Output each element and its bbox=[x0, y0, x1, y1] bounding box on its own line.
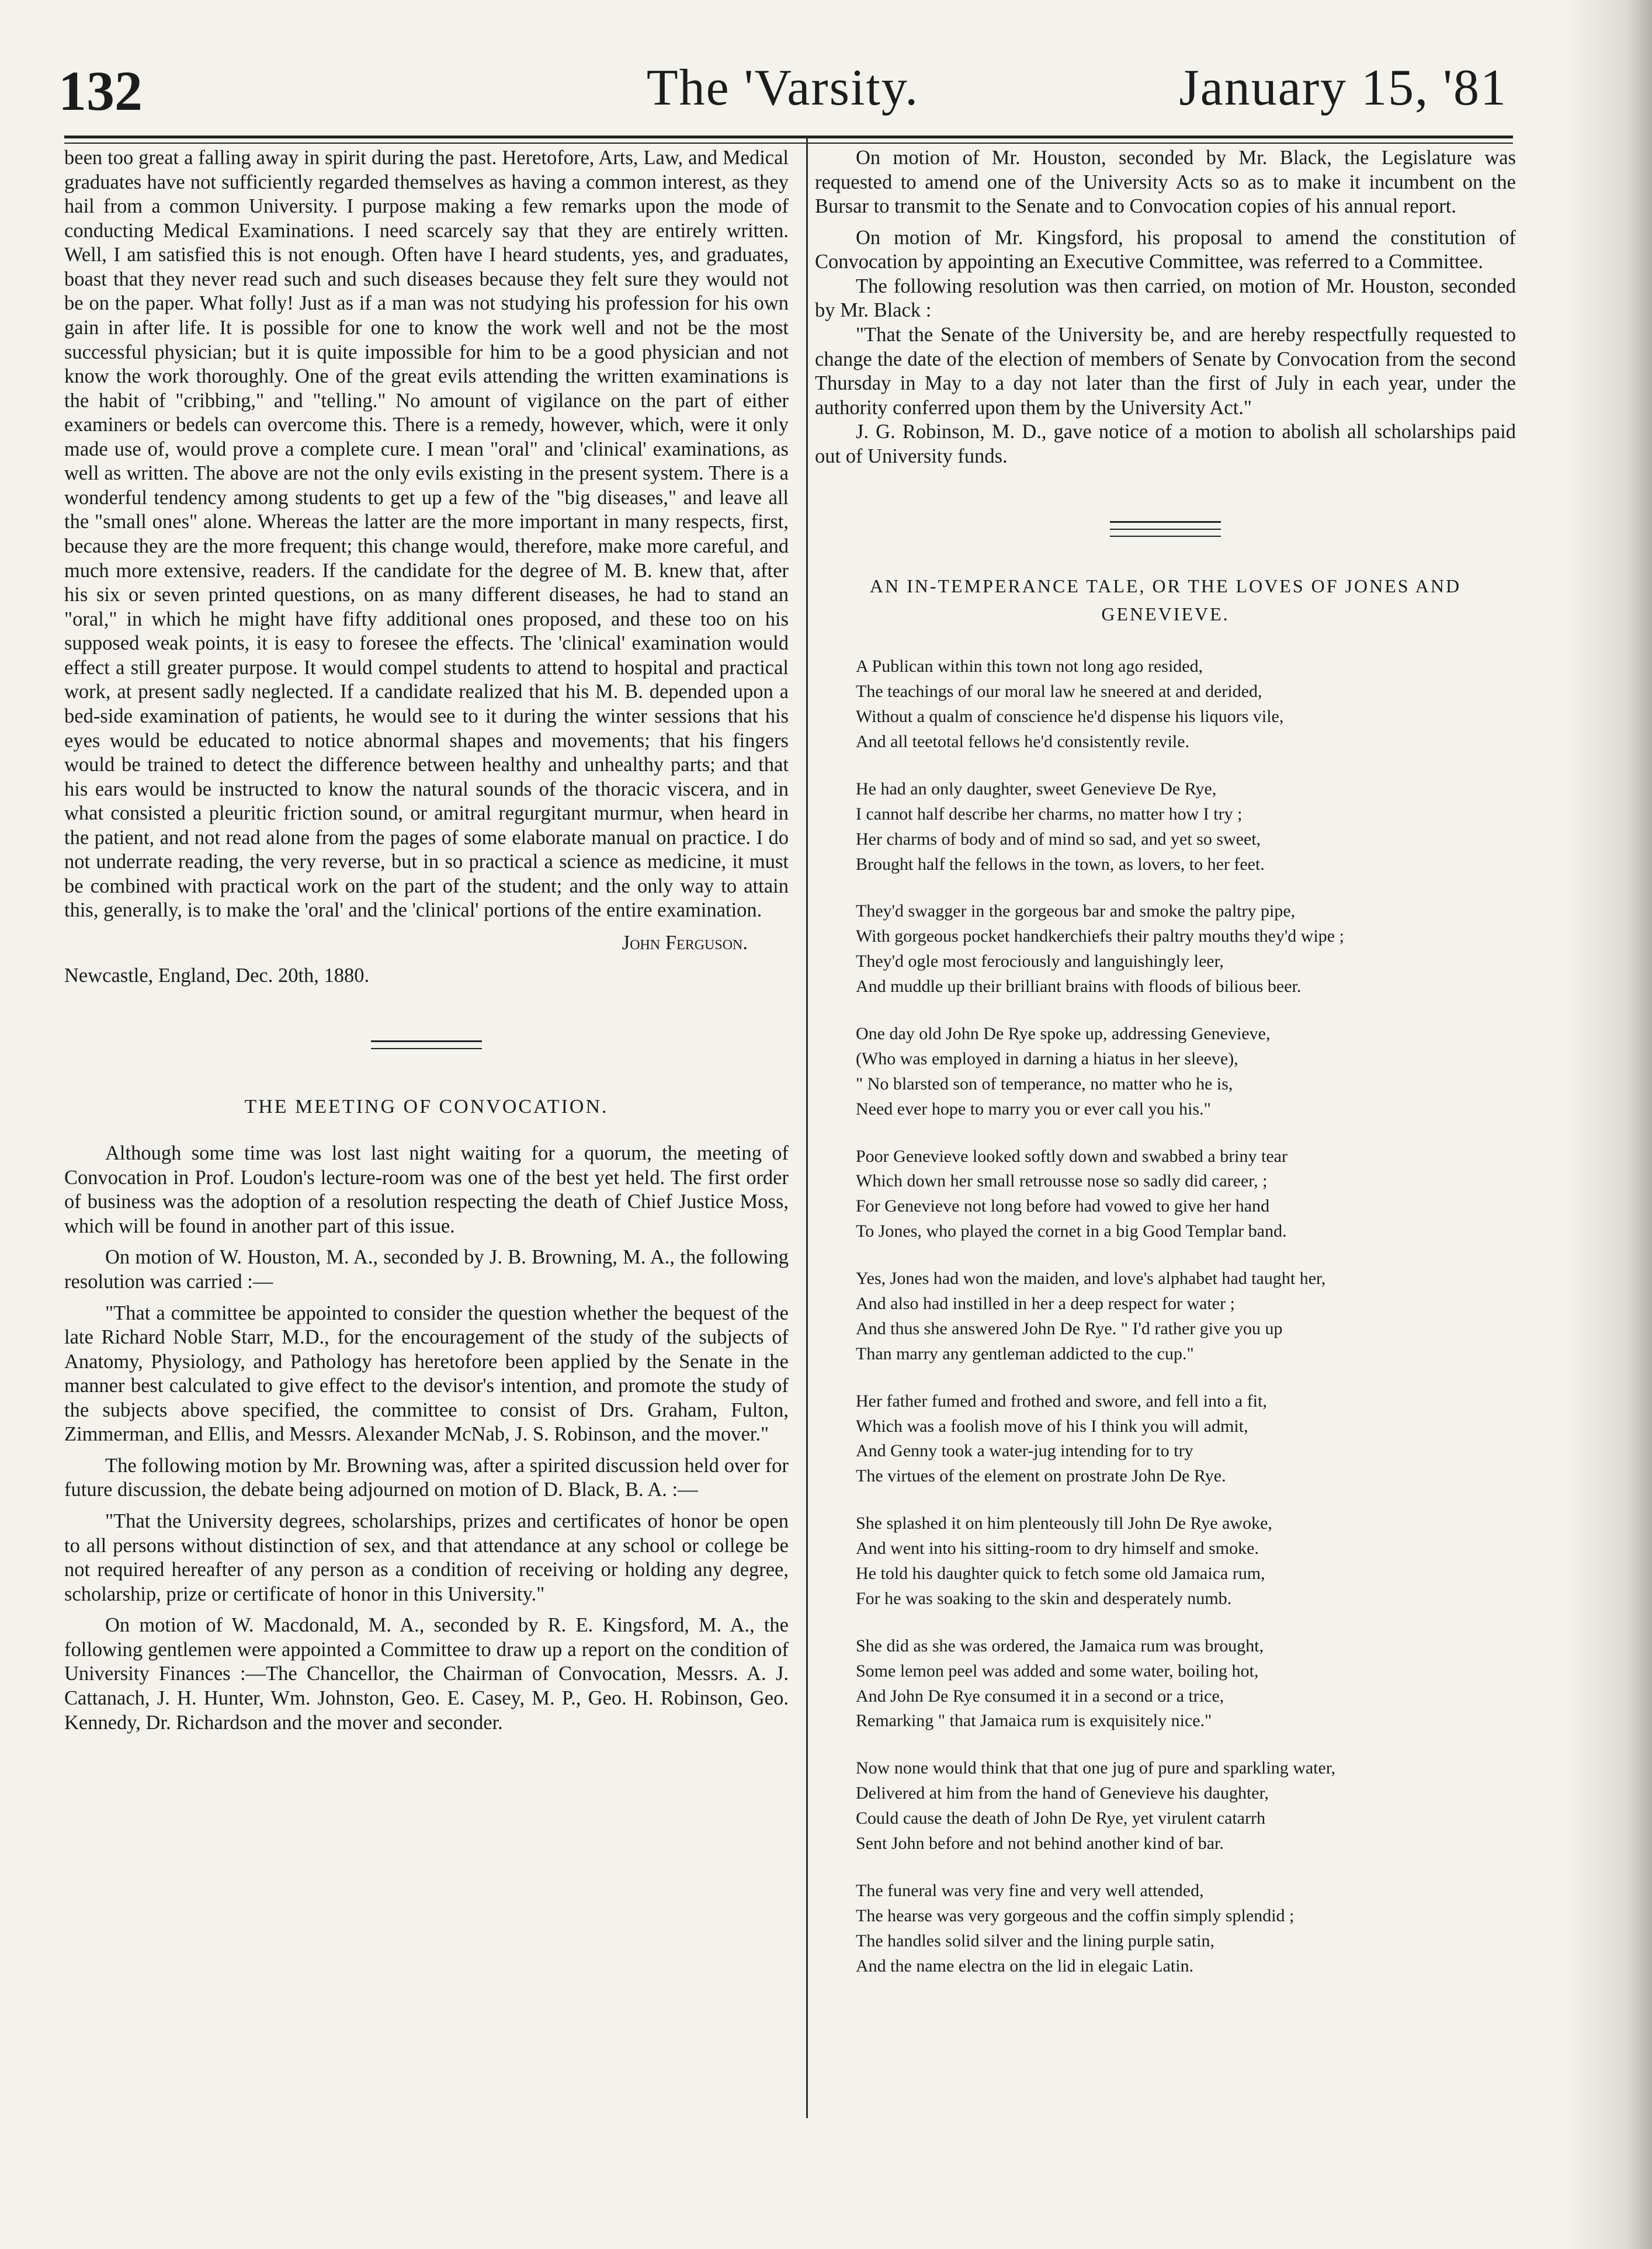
poem-line: Remarking " that Jamaica rum is exquisitely nice." bbox=[856, 1711, 1212, 1731]
poem-body bbox=[856, 654, 1516, 1979]
poem-line: They'd ogle most ferociously and languishingly leer, bbox=[856, 952, 1224, 971]
section-ornament bbox=[1110, 521, 1221, 537]
poem-line: A Publican within this town not long ago resided, bbox=[856, 657, 1203, 676]
poem-line: And thus she answered John De Rye. " I'd rather give you up bbox=[856, 1318, 1283, 1338]
poem-stanza bbox=[856, 1879, 1516, 1979]
section-title: THE MEETING OF CONVOCATION. bbox=[244, 1096, 609, 1118]
poem-line: Poor Genevieve looked softly down and swabbed a briny tear bbox=[856, 1146, 1287, 1166]
poem-line: Now none would think that that one jug of pure and sparkling water, bbox=[856, 1758, 1336, 1778]
page-number: 132 bbox=[58, 60, 143, 122]
poem-line: And also had instilled in her a deep respect for water ; bbox=[856, 1294, 1235, 1314]
poem-line: Her charms of body and of mind so sad, and yet so sweet, bbox=[856, 829, 1261, 849]
resolution-quote: "That the Senate of the University be, and are hereby respectfully requested to change the date of the election of members of Senate by Convocation from the second Thursday in May to a day not later than the first of July in each year, under the authority conferred upon them by the University Act." bbox=[815, 323, 1516, 419]
poem-stanza bbox=[856, 899, 1516, 999]
poem-title-line: AN IN-TEMPERANCE TALE, OR THE LOVES OF JONES AND bbox=[869, 575, 1462, 597]
poem-stanza bbox=[856, 1511, 1516, 1612]
poem-line: Need ever hope to marry you or ever call you his." bbox=[856, 1099, 1211, 1119]
poem-line: Sent John before and not behind another kind of bar. bbox=[856, 1834, 1224, 1854]
poem-stanza bbox=[856, 1389, 1516, 1490]
poem-line: For Genevieve not long before had vowed to give her hand bbox=[856, 1196, 1270, 1216]
poem-line: To Jones, who played the cornet in a big Good Templar band. bbox=[856, 1221, 1287, 1241]
poem-line: The hearse was very gorgeous and the coffin simply splendid ; bbox=[856, 1906, 1294, 1925]
article-paragraph: The following motion by Mr. Browning was, after a spirited discussion held over for future discussion, the debate being adjourned on motion of D. Black, B. A. :— bbox=[64, 1454, 789, 1501]
poem-line: The funeral was very fine and very well attended, bbox=[856, 1880, 1204, 1900]
header-rule-thin bbox=[64, 143, 1513, 144]
poem-line: And went into his sitting-room to dry himself and smoke. bbox=[856, 1539, 1259, 1559]
letter-paragraph: been too great a falling away in spirit during the past. Heretofore, Arts, Law, and Medical graduates have not sufficiently regarded themselves as having a common interest, as they hail from a common University. I purpose making a few remarks upon the mode of conducting Medical Examinations. I need scarcely say that they are entirely written. Well, I am satisfied this is not enough. Often have I heard students, yes, and graduates, boast that they never read such and such diseases because they felt sure they would not be on the paper. What folly! Just as if a man was not studying his profession for his own gain in after life. It is possible for one to know the work well and not be the most successful physician; but it is quite impossible for him to be a good physician and not know the work thoroughly. One of the great evils attending the written examinations is the habit of "cribbing," and "telling." No amount of vigilance on the part of either examiners or bedels can overcome this. There is a remedy, however, which, were it only made use of, would prove a complete cure. I mean "oral" and 'clinical' examinations, as well as written. The above are not the only evils existing in the present system. There is a wonderful tendency among students to get up a few of the "big diseases," and leave all the "small ones" alone. Whereas the latter are the more important in many respects, first, because they are the more frequent; this change would, therefore, make more careful, and much more extensive, readers. If the candidate for the degree of M. B. knew that, after his six or seven printed questions, on as many different diseases, he had to stand an "oral," in which he might have fifty additional ones proposed, and these too on his supposed weak points, it is easy to foresee the effects. The 'clinical' examination would effect a still greater purpose. It would compel students to attend to hospital and practical work, at present sadly neglected. If a candidate realized that his M. B. depended upon a bed-side examination of patients, he would see to it during the winter sessions that his eyes would be educated to notice abnormal shapes and movements; that his fingers would be trained to detect the difference between healthy and unhealthy parts; and that his ears would be instructed to know the natural sounds of the thoracic viscera, and in what consisted a pleuritic friction sound, or amitral regurgitant murmur, when heard in the patient, and not read alone from the pages of some elaborate manual on practice. I do not underrate reading, the very reverse, but in so practical a science as medicine, it must be combined with practical work on the part of the student; and the only way to attain this, generally, is to make the 'oral' and the 'clinical' portions of the entire examination. bbox=[64, 147, 789, 922]
poem-line: For he was soaking to the skin and desperately numb. bbox=[856, 1588, 1232, 1608]
poem-line: She splashed it on him plenteously till John De Rye awoke, bbox=[856, 1514, 1272, 1533]
poem-line: The virtues of the element on prostrate John De Rye. bbox=[856, 1466, 1226, 1486]
article-paragraph: Although some time was lost last night waiting for a quorum, the meeting of Convocation in Prof. Loudon's lecture-room was one of the best yet held. The first order of business was the adoption of a resolution respecting the death of Chief Justice Moss, which will be found in another part of this issue. bbox=[64, 1142, 789, 1237]
poem-title bbox=[838, 572, 1493, 628]
poem-line: They'd swagger in the gorgeous bar and smoke the paltry pipe, bbox=[856, 901, 1296, 921]
poem-stanza bbox=[856, 777, 1516, 877]
poem-line: I cannot half describe her charms, no matter how I try ; bbox=[856, 804, 1243, 824]
poem-line: With gorgeous pocket handkerchiefs their paltry mouths they'd wipe ; bbox=[856, 926, 1344, 946]
poem-line: And the name electra on the lid in elegaic Latin. bbox=[856, 1956, 1194, 1976]
poem-stanza bbox=[856, 1266, 1516, 1367]
poem-line: " No blarsted son of temperance, no matter who he is, bbox=[856, 1074, 1233, 1094]
poem-line: Could cause the death of John De Rye, yet virulent catarrh bbox=[856, 1809, 1266, 1828]
poem-line: And all teetotal fellows he'd consistently revile. bbox=[856, 731, 1190, 751]
poem-line: Delivered at him from the hand of Genevieve his daughter, bbox=[856, 1783, 1269, 1803]
poem-line: Which was a foolish move of his I think you will admit, bbox=[856, 1416, 1248, 1436]
poem-line: (Who was employed in darning a hiatus in her sleeve), bbox=[856, 1049, 1238, 1068]
resolution-quote: "That the University degrees, scholarships, prizes and certificates of honor be open to all persons without distinction of sex, and that attendance at any school or college be not required hereafter of any person as a condition of receiving or holding any degree, scholarship, prize or certificate of honor in this University." bbox=[64, 1510, 789, 1605]
publication-title: The 'Varsity. bbox=[646, 60, 919, 116]
article-paragraph: On motion of Mr. Kingsford, his proposal to amend the constitution of Convocation by appointing an Executive Committee, was referred to a Committee. bbox=[815, 226, 1516, 273]
poem-line: Without a qualm of conscience he'd dispense his liquors vile, bbox=[856, 707, 1284, 727]
resolution-quote: "That a committee be appointed to consider the question whether the bequest of the late Richard Noble Starr, M.D., for the encouragement of the study of the subjects of Anatomy, Physiology, and Pathology has heretofore been applied by the Senate in the manner best calculated to give effect to the devisor's intention, and promote the study of the subjects above specified, the committee to consist of Drs. Graham, Fulton, Zimmerman, and Ellis, and Messrs. Alexander McNab, J. S. Robinson, and the mover." bbox=[64, 1301, 789, 1446]
poem-stanza bbox=[856, 654, 1516, 755]
poem-line: One day old John De Rye spoke up, addressing Genevieve, bbox=[856, 1024, 1271, 1043]
poem-stanza bbox=[856, 1022, 1516, 1122]
header-rule bbox=[64, 136, 1513, 138]
masthead bbox=[58, 58, 1507, 129]
letter-signature: John Ferguson. bbox=[622, 932, 748, 954]
page-edge-shadow bbox=[1564, 0, 1652, 2249]
poem-stanza bbox=[856, 1634, 1516, 1734]
article-paragraph: On motion of W. Houston, M. A., seconded by J. B. Browning, M. A., the following resolution was carried :— bbox=[64, 1246, 789, 1293]
poem-stanza bbox=[856, 1756, 1516, 1856]
issue-date: January 15, '81 bbox=[1179, 60, 1507, 116]
poem-line: The handles solid silver and the lining purple satin, bbox=[856, 1931, 1215, 1950]
poem-line: Some lemon peel was added and some water, boiling hot, bbox=[856, 1661, 1259, 1681]
poem-line: Which down her small retrousse nose so sadly did career, ; bbox=[856, 1171, 1268, 1191]
article-paragraph: On motion of W. Macdonald, M. A., seconded by R. E. Kingsford, M. A., the following gentlemen were appointed a Committee to draw up a report on the condition of University Finances :—The Chancellor, the Chairman of Convocation, Messrs. A. J. Cattanach, J. H. Hunter, Wm. Johnston, Geo. E. Casey, M. P., Geo. H. Robinson, Geo. Kennedy, Dr. Richardson and the mover and seconder. bbox=[64, 1614, 789, 1734]
article-paragraph: On motion of Mr. Houston, seconded by Mr. Black, the Legislature was requested to amend one of the University Acts so as to make it incumbent on the Bursar to transmit to the Senate and to Convocation copies of his annual report. bbox=[815, 147, 1516, 218]
poem-title-line: GENEVIEVE. bbox=[1101, 603, 1230, 625]
poem-line: Than marry any gentleman addicted to the cup." bbox=[856, 1344, 1194, 1363]
column-divider bbox=[806, 138, 808, 2118]
poem-line: And John De Rye consumed it in a second or a trice, bbox=[856, 1686, 1224, 1706]
poem-line: He told his daughter quick to fetch some old Jamaica rum, bbox=[856, 1564, 1265, 1584]
article-paragraph: J. G. Robinson, M. D., gave notice of a motion to abolish all scholarships paid out of University funds. bbox=[815, 421, 1516, 467]
poem-line: The teachings of our moral law he sneered at and derided, bbox=[856, 682, 1262, 702]
poem-line: She did as she was ordered, the Jamaica rum was brought, bbox=[856, 1636, 1264, 1655]
poem-line: And muddle up their brilliant brains with floods of bilious beer. bbox=[856, 977, 1302, 997]
letter-dateline: Newcastle, England, Dec. 20th, 1880. bbox=[64, 964, 370, 987]
right-column bbox=[815, 146, 1516, 2001]
poem-line: Yes, Jones had won the maiden, and love's alphabet had taught her, bbox=[856, 1269, 1326, 1289]
poem-stanza bbox=[856, 1144, 1516, 1245]
convocation-article bbox=[64, 1141, 789, 1735]
poem-line: Her father fumed and frothed and swore, and fell into a fit, bbox=[856, 1391, 1267, 1411]
section-ornament bbox=[371, 1040, 482, 1049]
poem-line: And Genny took a water-jug intending for to try bbox=[856, 1441, 1193, 1461]
article-paragraph: The following resolution was then carried, on motion of Mr. Houston, seconded by Mr. Black : bbox=[815, 275, 1516, 322]
left-column bbox=[64, 146, 789, 1735]
poem-line: He had an only daughter, sweet Genevieve De Rye, bbox=[856, 779, 1217, 799]
poem-line: Brought half the fellows in the town, as lovers, to her feet. bbox=[856, 854, 1265, 874]
